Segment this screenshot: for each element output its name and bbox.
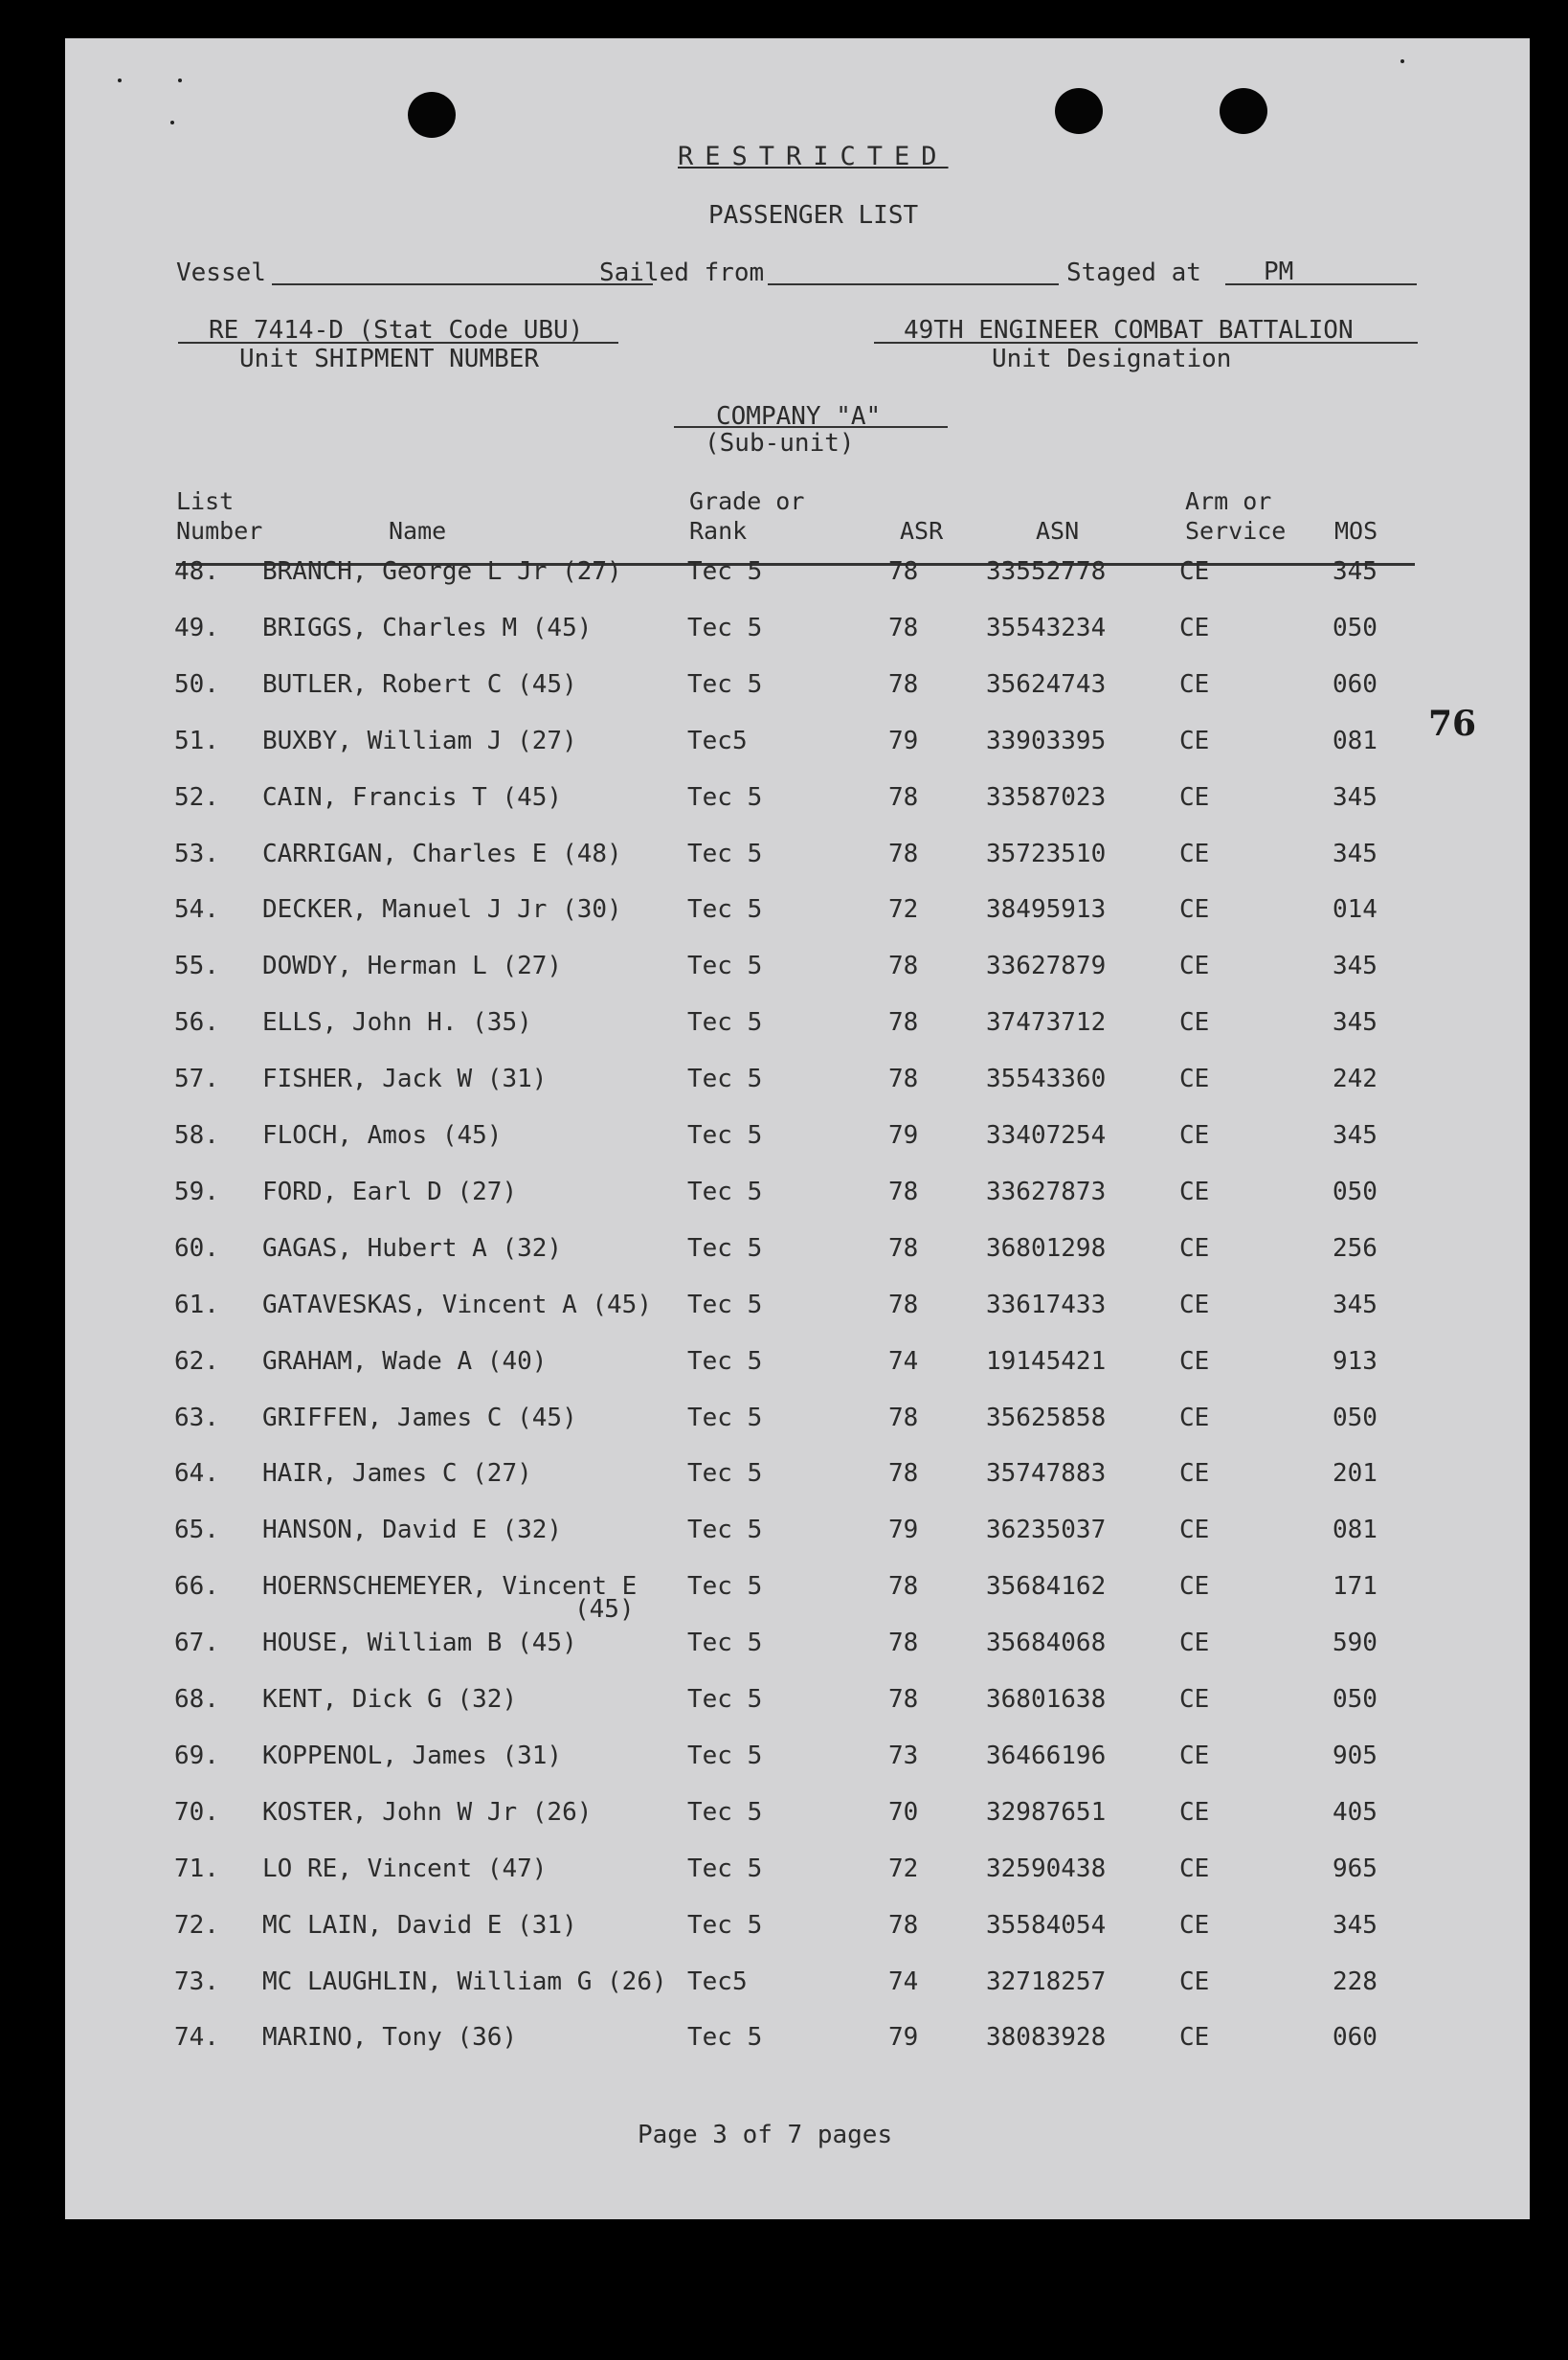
sub-unit-label: (Sub-unit) bbox=[705, 429, 855, 458]
grade-rank: Tec 5 bbox=[687, 1065, 763, 1093]
asn-number: 35747883 bbox=[986, 1459, 1107, 1488]
list-number: 58. bbox=[174, 1121, 219, 1150]
list-number: 50. bbox=[174, 670, 219, 699]
table-row bbox=[65, 840, 1530, 878]
asr-score: 78 bbox=[888, 783, 919, 812]
unit-designation: 49TH ENGINEER COMBAT BATTALION bbox=[904, 316, 1354, 345]
list-number: 69. bbox=[174, 1742, 219, 1770]
list-number: 53. bbox=[174, 840, 219, 868]
table-row bbox=[65, 1008, 1530, 1046]
punch-hole bbox=[408, 92, 456, 138]
shipment-number-label: Unit SHIPMENT NUMBER bbox=[239, 345, 540, 373]
punch-hole bbox=[1055, 88, 1103, 134]
mos-code: 171 bbox=[1333, 1572, 1378, 1601]
asn-number: 35684162 bbox=[986, 1572, 1107, 1601]
passenger-name: ELLS, John H. (35) bbox=[262, 1008, 532, 1037]
passenger-name: FLOCH, Amos (45) bbox=[262, 1121, 503, 1150]
arm-service: CE bbox=[1179, 840, 1210, 868]
arm-service: CE bbox=[1179, 1121, 1210, 1150]
staged-at-value: PM bbox=[1264, 258, 1294, 286]
list-number: 61. bbox=[174, 1291, 219, 1319]
table-row bbox=[65, 1291, 1530, 1329]
grade-rank: Tec 5 bbox=[687, 952, 763, 980]
asr-score: 78 bbox=[888, 1459, 919, 1488]
list-number: 73. bbox=[174, 1967, 219, 1996]
asr-score: 79 bbox=[888, 1516, 919, 1544]
grade-rank: Tec 5 bbox=[687, 1911, 763, 1940]
asn-number: 33552778 bbox=[986, 557, 1107, 586]
list-number: 54. bbox=[174, 895, 219, 924]
col-asr: ASR bbox=[900, 517, 944, 545]
asr-score: 79 bbox=[888, 2023, 919, 2052]
mos-code: 050 bbox=[1333, 1685, 1378, 1714]
grade-rank: Tec5 bbox=[687, 727, 748, 755]
table-row bbox=[65, 614, 1530, 652]
asn-number: 36235037 bbox=[986, 1516, 1107, 1544]
list-number: 63. bbox=[174, 1404, 219, 1432]
mos-code: 345 bbox=[1333, 1008, 1378, 1037]
page-footer: Page 3 of 7 pages bbox=[638, 2121, 893, 2149]
passenger-name: MC LAIN, David E (31) bbox=[262, 1911, 577, 1940]
asn-number: 32987651 bbox=[986, 1798, 1107, 1827]
asr-score: 78 bbox=[888, 1629, 919, 1657]
sub-unit-line bbox=[674, 426, 948, 428]
mos-code: 345 bbox=[1333, 783, 1378, 812]
asr-score: 78 bbox=[888, 1685, 919, 1714]
asr-score: 78 bbox=[888, 614, 919, 642]
asr-score: 78 bbox=[888, 952, 919, 980]
speck bbox=[170, 121, 174, 124]
list-number: 60. bbox=[174, 1234, 219, 1263]
col-grade: Grade or Rank bbox=[689, 487, 805, 545]
table-row bbox=[65, 1742, 1530, 1780]
arm-service: CE bbox=[1179, 727, 1210, 755]
passenger-name: GATAVESKAS, Vincent A (45) bbox=[262, 1291, 652, 1319]
arm-service: CE bbox=[1179, 895, 1210, 924]
document-title: PASSENGER LIST bbox=[708, 201, 919, 230]
table-row bbox=[65, 1459, 1530, 1497]
asn-number: 35624743 bbox=[986, 670, 1107, 699]
asn-number: 38083928 bbox=[986, 2023, 1107, 2052]
table-row bbox=[65, 1572, 1530, 1624]
arm-service: CE bbox=[1179, 670, 1210, 699]
list-number: 68. bbox=[174, 1685, 219, 1714]
asr-score: 78 bbox=[888, 840, 919, 868]
table-row bbox=[65, 1234, 1530, 1272]
mos-code: 345 bbox=[1333, 557, 1378, 586]
mos-code: 345 bbox=[1333, 1291, 1378, 1319]
asr-score: 78 bbox=[888, 1008, 919, 1037]
col-list-number: List Number bbox=[176, 487, 263, 545]
grade-rank: Tec 5 bbox=[687, 1404, 763, 1432]
mos-code: 081 bbox=[1333, 727, 1378, 755]
grade-rank: Tec 5 bbox=[687, 1742, 763, 1770]
table-row bbox=[65, 1685, 1530, 1723]
asr-score: 74 bbox=[888, 1347, 919, 1376]
passenger-name: CAIN, Francis T (45) bbox=[262, 783, 563, 812]
passenger-name: BUXBY, William J (27) bbox=[262, 727, 577, 755]
arm-service: CE bbox=[1179, 1967, 1210, 1996]
grade-rank: Tec 5 bbox=[687, 783, 763, 812]
asn-number: 33903395 bbox=[986, 727, 1107, 755]
list-number: 72. bbox=[174, 1911, 219, 1940]
list-number: 74. bbox=[174, 2023, 219, 2052]
sailed-from-blank-2 bbox=[1011, 283, 1053, 285]
mos-code: 905 bbox=[1333, 1742, 1378, 1770]
grade-rank: Tec5 bbox=[687, 1967, 748, 1996]
arm-service: CE bbox=[1179, 1347, 1210, 1376]
passenger-name: KOPPENOL, James (31) bbox=[262, 1742, 563, 1770]
staged-at-label: Staged at bbox=[1066, 258, 1201, 287]
asn-number: 32590438 bbox=[986, 1854, 1107, 1883]
arm-service: CE bbox=[1179, 1742, 1210, 1770]
asr-score: 78 bbox=[888, 557, 919, 586]
col-asn: ASN bbox=[1036, 517, 1080, 545]
passenger-name: KOSTER, John W Jr (26) bbox=[262, 1798, 593, 1827]
asn-number: 33617433 bbox=[986, 1291, 1107, 1319]
arm-service: CE bbox=[1179, 1404, 1210, 1432]
asn-number: 35625858 bbox=[986, 1404, 1107, 1432]
table-row bbox=[65, 1178, 1530, 1216]
arm-service: CE bbox=[1179, 783, 1210, 812]
arm-service: CE bbox=[1179, 1008, 1210, 1037]
table-row bbox=[65, 952, 1530, 990]
arm-service: CE bbox=[1179, 1516, 1210, 1544]
grade-rank: Tec 5 bbox=[687, 1798, 763, 1827]
grade-rank: Tec 5 bbox=[687, 557, 763, 586]
passenger-name: HOERNSCHEMEYER, Vincent E bbox=[262, 1572, 638, 1601]
vessel-label: Vessel bbox=[176, 258, 266, 287]
mos-code: 913 bbox=[1333, 1347, 1378, 1376]
passenger-name: GRIFFEN, James C (45) bbox=[262, 1404, 577, 1432]
arm-service: CE bbox=[1179, 1065, 1210, 1093]
grade-rank: Tec 5 bbox=[687, 1121, 763, 1150]
arm-service: CE bbox=[1179, 557, 1210, 586]
passenger-name: HANSON, David E (32) bbox=[262, 1516, 563, 1544]
asr-score: 78 bbox=[888, 1572, 919, 1601]
table-row bbox=[65, 1629, 1530, 1667]
table-row bbox=[65, 2023, 1530, 2061]
table-row bbox=[65, 895, 1530, 933]
grade-rank: Tec 5 bbox=[687, 895, 763, 924]
speck bbox=[1400, 59, 1404, 63]
grade-rank: Tec 5 bbox=[687, 1854, 763, 1883]
asr-score: 79 bbox=[888, 727, 919, 755]
restricted-stamp: RESTRICTED bbox=[678, 142, 949, 171]
passenger-name: FORD, Earl D (27) bbox=[262, 1178, 518, 1206]
list-number: 70. bbox=[174, 1798, 219, 1827]
mos-code: 201 bbox=[1333, 1459, 1378, 1488]
grade-rank: Tec 5 bbox=[687, 614, 763, 642]
asn-number: 35543234 bbox=[986, 614, 1107, 642]
vessel-blank bbox=[272, 283, 653, 285]
asn-number: 36466196 bbox=[986, 1742, 1107, 1770]
passenger-name: GAGAS, Hubert A (32) bbox=[262, 1234, 563, 1263]
list-number: 56. bbox=[174, 1008, 219, 1037]
grade-rank: Tec 5 bbox=[687, 1629, 763, 1657]
asn-number: 35543360 bbox=[986, 1065, 1107, 1093]
asr-score: 70 bbox=[888, 1798, 919, 1827]
asr-score: 78 bbox=[888, 1291, 919, 1319]
mos-code: 965 bbox=[1333, 1854, 1378, 1883]
passenger-name: HOUSE, William B (45) bbox=[262, 1629, 577, 1657]
arm-service: CE bbox=[1179, 1798, 1210, 1827]
asr-score: 78 bbox=[888, 1178, 919, 1206]
table-row bbox=[65, 1911, 1530, 1949]
list-number: 62. bbox=[174, 1347, 219, 1376]
table-row bbox=[65, 1404, 1530, 1442]
list-number: 71. bbox=[174, 1854, 219, 1883]
mos-code: 242 bbox=[1333, 1065, 1378, 1093]
shipment-number-line bbox=[178, 342, 618, 344]
passenger-name: MARINO, Tony (36) bbox=[262, 2023, 518, 2052]
mos-code: 081 bbox=[1333, 1516, 1378, 1544]
asn-number: 37473712 bbox=[986, 1008, 1107, 1037]
arm-service: CE bbox=[1179, 1629, 1210, 1657]
arm-service: CE bbox=[1179, 1911, 1210, 1940]
passenger-name: GRAHAM, Wade A (40) bbox=[262, 1347, 548, 1376]
arm-service: CE bbox=[1179, 2023, 1210, 2052]
asr-score: 79 bbox=[888, 1121, 919, 1150]
list-number: 52. bbox=[174, 783, 219, 812]
list-number: 55. bbox=[174, 952, 219, 980]
asn-number: 32718257 bbox=[986, 1967, 1107, 1996]
list-number: 57. bbox=[174, 1065, 219, 1093]
passenger-name: FISHER, Jack W (31) bbox=[262, 1065, 548, 1093]
mos-code: 060 bbox=[1333, 2023, 1378, 2052]
list-number: 64. bbox=[174, 1459, 219, 1488]
list-number: 51. bbox=[174, 727, 219, 755]
sub-unit: COMPANY "A" bbox=[716, 402, 882, 431]
asn-number: 19145421 bbox=[986, 1347, 1107, 1376]
arm-service: CE bbox=[1179, 1854, 1210, 1883]
mos-code: 405 bbox=[1333, 1798, 1378, 1827]
list-number: 59. bbox=[174, 1178, 219, 1206]
asn-number: 33627873 bbox=[986, 1178, 1107, 1206]
shipment-number: RE 7414-D (Stat Code UBU) bbox=[209, 316, 584, 345]
asn-number: 33407254 bbox=[986, 1121, 1107, 1150]
grade-rank: Tec 5 bbox=[687, 1459, 763, 1488]
mos-code: 050 bbox=[1333, 1178, 1378, 1206]
grade-rank: Tec 5 bbox=[687, 1347, 763, 1376]
asr-score: 78 bbox=[888, 1911, 919, 1940]
arm-service: CE bbox=[1179, 952, 1210, 980]
mos-code: 345 bbox=[1333, 1121, 1378, 1150]
passenger-name: DOWDY, Herman L (27) bbox=[262, 952, 563, 980]
table-row bbox=[65, 1516, 1530, 1554]
grade-rank: Tec 5 bbox=[687, 840, 763, 868]
mos-code: 256 bbox=[1333, 1234, 1378, 1263]
mos-code: 060 bbox=[1333, 670, 1378, 699]
asr-score: 72 bbox=[888, 1854, 919, 1883]
arm-service: CE bbox=[1179, 1178, 1210, 1206]
list-number: 66. bbox=[174, 1572, 219, 1601]
table-row bbox=[65, 1065, 1530, 1103]
passenger-name: MC LAUGHLIN, William G (26) bbox=[262, 1967, 667, 1996]
grade-rank: Tec 5 bbox=[687, 1516, 763, 1544]
grade-rank: Tec 5 bbox=[687, 1234, 763, 1263]
grade-rank: Tec 5 bbox=[687, 1008, 763, 1037]
asn-number: 33587023 bbox=[986, 783, 1107, 812]
table-row bbox=[65, 557, 1530, 596]
unit-designation-label: Unit Designation bbox=[992, 345, 1232, 373]
table-row bbox=[65, 1798, 1530, 1836]
col-name: Name bbox=[389, 517, 447, 545]
asr-score: 78 bbox=[888, 1065, 919, 1093]
passenger-name: BUTLER, Robert C (45) bbox=[262, 670, 577, 699]
asr-score: 72 bbox=[888, 895, 919, 924]
asr-score: 74 bbox=[888, 1967, 919, 1996]
mos-code: 590 bbox=[1333, 1629, 1378, 1657]
table-row bbox=[65, 1347, 1530, 1385]
document-page bbox=[65, 38, 1530, 2219]
arm-service: CE bbox=[1179, 1459, 1210, 1488]
table-row bbox=[65, 727, 1530, 765]
arm-service: CE bbox=[1179, 1685, 1210, 1714]
grade-rank: Tec 5 bbox=[687, 1291, 763, 1319]
asn-number: 36801638 bbox=[986, 1685, 1107, 1714]
table-row bbox=[65, 1854, 1530, 1893]
table-row bbox=[65, 1967, 1530, 2006]
list-number: 48. bbox=[174, 557, 219, 586]
col-mos: MOS bbox=[1334, 517, 1378, 545]
passenger-name: CARRIGAN, Charles E (48) bbox=[262, 840, 622, 868]
asn-number: 35723510 bbox=[986, 840, 1107, 868]
mos-code: 050 bbox=[1333, 614, 1378, 642]
asn-number: 33627879 bbox=[986, 952, 1107, 980]
mos-code: 345 bbox=[1333, 1911, 1378, 1940]
passenger-name-continued: (45) bbox=[574, 1595, 635, 1624]
unit-designation-line bbox=[874, 342, 1418, 344]
mos-code: 345 bbox=[1333, 952, 1378, 980]
asn-number: 38495913 bbox=[986, 895, 1107, 924]
arm-service: CE bbox=[1179, 1291, 1210, 1319]
asr-score: 78 bbox=[888, 1404, 919, 1432]
arm-service: CE bbox=[1179, 1572, 1210, 1601]
speck bbox=[118, 79, 122, 82]
asn-number: 35684068 bbox=[986, 1629, 1107, 1657]
mos-code: 050 bbox=[1333, 1404, 1378, 1432]
passenger-name: KENT, Dick G (32) bbox=[262, 1685, 518, 1714]
mos-code: 014 bbox=[1333, 895, 1378, 924]
mos-code: 345 bbox=[1333, 840, 1378, 868]
staged-at-blank bbox=[1225, 283, 1417, 285]
arm-service: CE bbox=[1179, 1234, 1210, 1263]
col-arm: Arm or Service bbox=[1185, 487, 1287, 545]
sailed-from-label: Sailed from bbox=[599, 258, 765, 287]
punch-hole bbox=[1220, 88, 1267, 134]
asr-score: 78 bbox=[888, 1234, 919, 1263]
arm-service: CE bbox=[1179, 614, 1210, 642]
asn-number: 36801298 bbox=[986, 1234, 1107, 1263]
grade-rank: Tec 5 bbox=[687, 1572, 763, 1601]
table-row bbox=[65, 783, 1530, 821]
asr-score: 73 bbox=[888, 1742, 919, 1770]
passenger-name: BRANCH, George L Jr (27) bbox=[262, 557, 622, 586]
passenger-name: BRIGGS, Charles M (45) bbox=[262, 614, 593, 642]
grade-rank: Tec 5 bbox=[687, 2023, 763, 2052]
list-number: 49. bbox=[174, 614, 219, 642]
list-number: 67. bbox=[174, 1629, 219, 1657]
margin-number: 76 bbox=[1428, 704, 1477, 744]
asr-score: 78 bbox=[888, 670, 919, 699]
list-number: 65. bbox=[174, 1516, 219, 1544]
passenger-name: DECKER, Manuel J Jr (30) bbox=[262, 895, 622, 924]
table-row bbox=[65, 670, 1530, 708]
asn-number: 35584054 bbox=[986, 1911, 1107, 1940]
grade-rank: Tec 5 bbox=[687, 1178, 763, 1206]
passenger-name: LO RE, Vincent (47) bbox=[262, 1854, 548, 1883]
mos-code: 228 bbox=[1333, 1967, 1378, 1996]
grade-rank: Tec 5 bbox=[687, 1685, 763, 1714]
passenger-name: HAIR, James C (27) bbox=[262, 1459, 532, 1488]
grade-rank: Tec 5 bbox=[687, 670, 763, 699]
table-row bbox=[65, 1121, 1530, 1159]
speck bbox=[178, 79, 182, 82]
